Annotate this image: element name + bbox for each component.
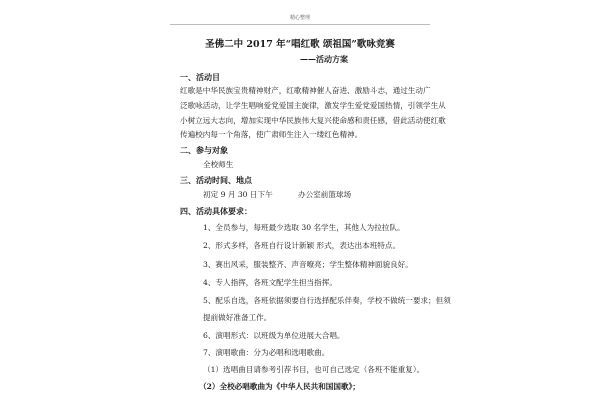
paragraph-line: 红歌是中华民族宝贵精神财产，红歌精神催人奋进、激励斗志，通过生动广 [180,86,431,95]
requirement-item: 1、全员参与，每班最少选取 30 名学生，其他人为拉拉队。 [203,223,405,232]
requirement-item: 6、演唱形式：以班级为单位进展大合唱。 [203,331,345,340]
section-1-paragraph [180,84,446,143]
participants-text: 全校师生 [203,160,234,169]
requirement-item: （2）全校必唱歌曲为《中华人民共和国国歌》； [199,382,360,391]
paragraph-line: 传遍校内每一个角落，使广肃师生注入一缕红色精神。 [180,130,363,140]
event-time: 初定 9 月 30 日下午 [203,190,273,199]
paragraph-line: 小树立远大志向，增加实现中华民族伟大复兴使命感和责任感，借此活动使红歌 [180,115,446,125]
event-place: 办公室前篮球场 [298,190,352,199]
requirement-item: （1）选唱曲目请参考引荐书目，也可自己选定（各班不能重复）。 [203,365,425,374]
requirement-item: 3、赛出风采，服装整齐、声音嘹亮；学生整体精神面貌良好。 [203,260,413,269]
requirement-item: 4、专人指挥，各班文配学生担当指挥。 [203,278,337,287]
requirement-item: 5、配乐自选，各班依据须要自行选择配乐伴奏，学校不做统一要求；但须 [203,296,451,305]
paragraph-line: 泛歌咏活动，让学生唱响爱党爱国主旋律，激发学生爱党爱国热情，引领学生从 [180,100,446,110]
section-2-heading: 二、参与对象 [180,145,228,155]
document-subtitle: ——活动方案 [300,54,348,64]
document-title: 圣佛二中 2017 年“唱红歌 颂祖国”歌咏竞赛 [205,39,395,50]
requirement-item: 2、形式多样，各班自行设计新颖 形式，表达出本班特点。 [203,241,401,250]
page-header: 精心整理 [289,15,310,21]
requirement-item: 提前做好准备工作。 [203,313,272,322]
header-divider [170,24,430,25]
section-4-heading: 四、活动具体要求： [180,206,252,216]
section-3-heading: 三、活动时间、地点 [180,175,252,185]
section-1-heading: 一、活动目 [180,72,220,82]
requirement-item: 7、演唱歌曲：分为必唱和选唱歌曲。 [203,348,330,357]
